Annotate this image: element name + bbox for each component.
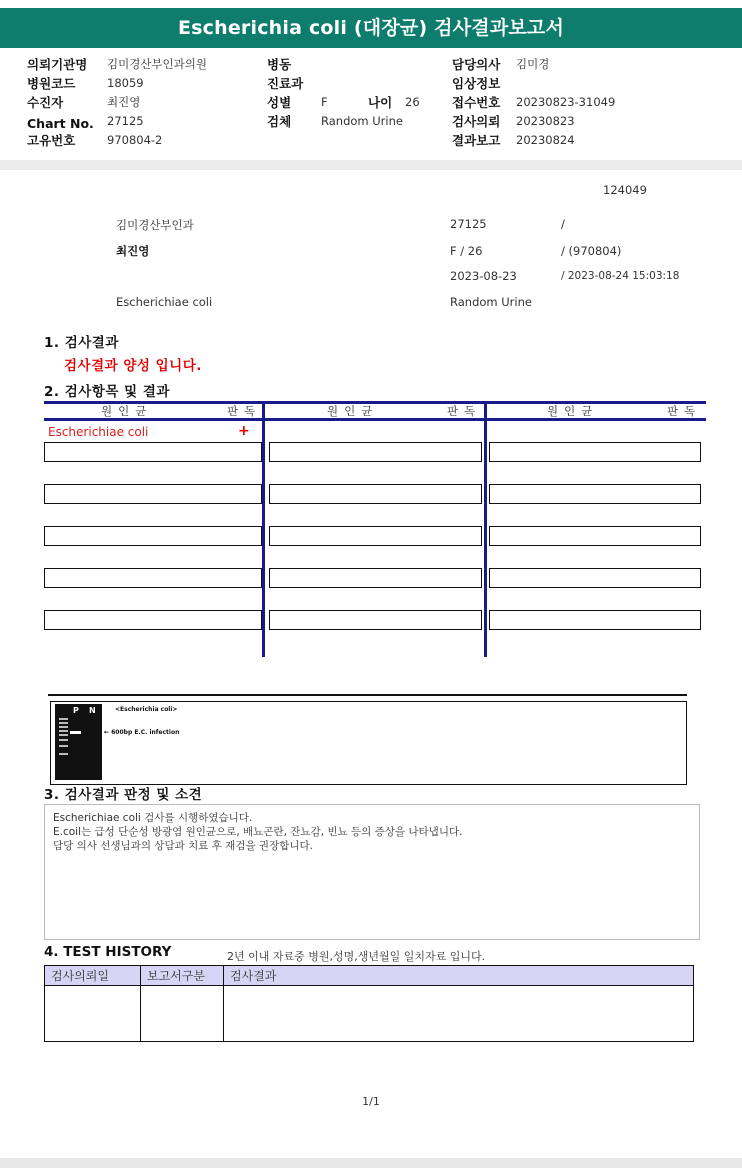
positive-result-text: 검사결과 양성 입니다. — [64, 358, 202, 374]
summary-slash: / — [561, 217, 565, 231]
label-ward: 병동 — [267, 57, 292, 72]
label-receipt-no: 접수번호 — [452, 95, 501, 110]
summary-test-name: Escherichiae coli — [116, 295, 213, 309]
organism-cell — [489, 568, 701, 588]
label-requesting-institution: 의뢰기관명 — [27, 57, 88, 72]
gel-image-frame — [50, 701, 687, 785]
history-col-result: 검사결과 — [224, 966, 694, 986]
organism-cell — [44, 610, 262, 630]
sample-band — [70, 731, 81, 734]
history-header-row — [45, 966, 694, 986]
section-1-title: 1. 검사결과 — [44, 335, 119, 351]
label-request-date: 검사의뢰 — [452, 114, 501, 129]
history-cell — [224, 986, 694, 1042]
section-3-title: 3. 검사결과 판정 및 소견 — [44, 787, 203, 803]
organism-cell — [269, 568, 482, 588]
label-report-date: 결과보고 — [452, 133, 501, 148]
summary-code: 124049 — [603, 183, 647, 197]
grid-divider-1 — [262, 401, 265, 657]
gel-lane-n: N — [89, 706, 96, 715]
summary-id-short: / (970804) — [561, 244, 622, 258]
label-clinical-info: 임상정보 — [452, 76, 501, 91]
organism-cell — [489, 526, 701, 546]
summary-patient: 최진영 — [116, 244, 150, 258]
ladder-band — [59, 730, 68, 732]
organism-cell — [269, 484, 482, 504]
opinion-box — [44, 804, 700, 940]
ladder-band — [59, 718, 68, 720]
col-header-judgement-3: 판독 — [667, 404, 702, 418]
value-sex: F — [321, 95, 328, 109]
label-attending-doctor: 담당의사 — [452, 57, 501, 72]
organism-cell — [44, 442, 262, 462]
organism-cell — [44, 526, 262, 546]
label-department: 진료과 — [267, 76, 304, 91]
col-header-organism-1: 원인균 — [101, 404, 153, 418]
gel-top-rule — [48, 694, 687, 696]
grid-divider-2 — [484, 401, 487, 657]
label-specimen: 검체 — [267, 114, 292, 129]
opinion-line: Escherichiae coli 검사를 시행하였습니다. — [53, 812, 253, 824]
label-chart-no: Chart No. — [27, 116, 94, 131]
value-specimen: Random Urine — [321, 114, 403, 128]
col-header-organism-3: 원인균 — [547, 404, 599, 418]
page-bottom-gap — [0, 1158, 742, 1168]
ladder-band — [59, 753, 68, 755]
ladder-band — [59, 726, 68, 728]
history-col-report-type: 보고서구분 — [141, 966, 224, 986]
label-hospital-code: 병원코드 — [27, 76, 76, 91]
summary-chart-no: 27125 — [450, 217, 487, 231]
page-number: 1/1 — [362, 1095, 380, 1108]
value-requesting-institution: 김미경산부인과의원 — [107, 57, 207, 71]
organism-cell — [489, 610, 701, 630]
header-left — [27, 55, 257, 155]
summary-hospital: 김미경산부인과 — [116, 218, 194, 232]
ladder-band — [59, 722, 68, 724]
col-header-judgement-1: 판독 — [227, 404, 262, 418]
value-attending-doctor: 김미경 — [516, 57, 550, 71]
value-unique-id: 970804-2 — [107, 133, 163, 147]
header-divider — [0, 160, 742, 170]
organism-cell — [489, 484, 701, 504]
label-patient: 수진자 — [27, 95, 64, 110]
gel-lane-p: P — [73, 706, 79, 715]
organism-name: Escherichiae coli — [48, 425, 149, 439]
value-chart-no: 27125 — [107, 114, 144, 128]
organism-cell — [269, 610, 482, 630]
history-col-request-date: 검사의뢰일 — [45, 966, 141, 986]
gel-band-label: ← 600bp E.C. infection — [104, 729, 180, 736]
organism-result: + — [238, 423, 250, 439]
history-table — [44, 965, 694, 1042]
col-header-judgement-2: 판독 — [447, 404, 482, 418]
section-2-title: 2. 검사항목 및 결과 — [44, 384, 170, 400]
ladder-band — [59, 734, 68, 736]
summary-sex-age: F / 26 — [450, 244, 483, 258]
ladder-band — [59, 745, 68, 747]
history-cell — [45, 986, 141, 1042]
ladder-band — [59, 739, 68, 741]
report-title: Escherichia coli (대장균) 검사결과보고서 — [0, 8, 742, 48]
organism-cell — [44, 568, 262, 588]
header-middle — [267, 55, 447, 155]
organism-cell — [489, 442, 701, 462]
summary-report-datetime: / 2023-08-24 15:03:18 — [561, 270, 680, 282]
history-note: 2년 이내 자료중 병원,성명,생년월일 일치자료 입니다. — [227, 950, 486, 963]
header-right — [452, 55, 712, 155]
organism-cell — [269, 442, 482, 462]
gel-electrophoresis-image — [55, 704, 102, 780]
value-patient: 최진영 — [107, 95, 141, 109]
value-receipt-no: 20230823-31049 — [516, 95, 616, 109]
summary-specimen: Random Urine — [450, 295, 532, 309]
history-row — [45, 986, 694, 1042]
col-header-organism-2: 원인균 — [327, 404, 379, 418]
opinion-line: 담당 의사 선생님과의 상담과 치료 후 재검을 권장합니다. — [53, 840, 313, 852]
value-report-date: 20230824 — [516, 133, 575, 147]
summary-request-date: 2023-08-23 — [450, 269, 517, 283]
history-cell — [141, 986, 224, 1042]
label-age: 나이 — [368, 95, 393, 110]
gel-band-label-text: 600bp E.C. infection — [111, 729, 180, 736]
label-unique-id: 고유번호 — [27, 133, 76, 148]
gel-caption: <Escherichia coli> — [115, 706, 178, 713]
label-sex: 성별 — [267, 95, 292, 110]
section-4-title: 4. TEST HISTORY — [44, 944, 172, 960]
value-request-date: 20230823 — [516, 114, 575, 128]
value-hospital-code: 18059 — [107, 76, 144, 90]
organism-cell — [269, 526, 482, 546]
organism-cell — [44, 484, 262, 504]
value-age: 26 — [405, 95, 420, 109]
opinion-line: E.coil는 급성 단순성 방광염 원인균으로, 배뇨곤란, 잔뇨감, 빈뇨 등의 증상을 나타냅니다. — [53, 826, 463, 838]
